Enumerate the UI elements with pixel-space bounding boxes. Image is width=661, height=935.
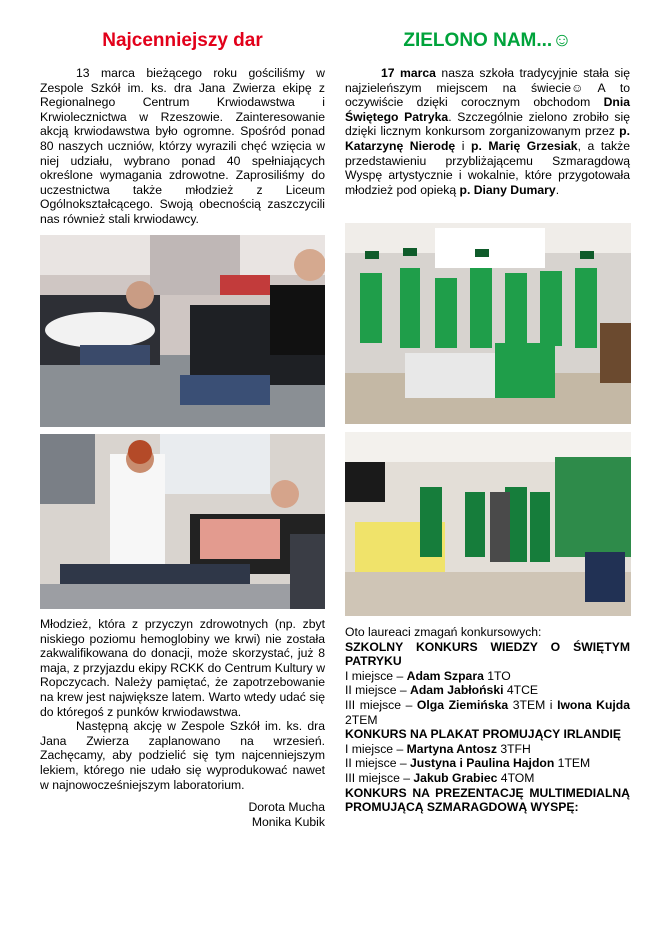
contest-1-place-2: II miejsce – Adam Jabłoński 4TCE xyxy=(345,683,539,698)
contest-2-place-2: II miejsce – Justyna i Paulina Hajdon 1TEM xyxy=(345,756,591,771)
contest-2-place-3: III miejsce – Jakub Grabiec 4TOM xyxy=(345,770,535,785)
blood-donation-photo-1 xyxy=(40,235,325,427)
contest-3-title: KONKURS NA PREZENTACJĘ MULTIMEDIALNĄ PROMUJĄCĄ SZMARAGDOWĄ WYSPĘ: xyxy=(345,785,630,815)
blood-donation-para-2: Młodzież, która z przyczyn zdrowotnych (np. zbyt niskiego poziomu hemoglobiny we krwi) nie została zakwalifikowana do donacji, może skorzystać, już 8 maja, z przyjazdu ekipy RCKK do Centrum Kultury w Ropczycach. Należy pamiętać, że zapotrzebowanie na krew jest największe latem. Warto wtedy udać się do któregoś z punków krwiodawstwa. xyxy=(40,617,325,719)
contest-1-title: SZKOLNY KONKURS WIEDZY O ŚWIĘTYM PATRYKU xyxy=(345,639,630,669)
right-intro xyxy=(345,66,630,197)
blood-donation-intro: 13 marca bieżącego roku gościliśmy w Zespole Szkół im. ks. dra Jana Zwierza ekipę z Regionalnego Centrum Krwiodawstwa i Krwiolecznictwa w Rzeszowie. Zainteresowanie akcją krwiodawstwa było ogromne. Spośród ponad 80 naszych uczniów, którzy wyrazili chęć wzięcia w niej udziału, wybrano ponad 40 spełniających określone wymagania zdrowotne. Zaprosiliśmy do uczestnictwa także młodzież z Liceum Ogólnokształcącego. Swoją obecnością zaszczycili nas również stali krwiodawcy. xyxy=(40,66,325,226)
right-column xyxy=(345,30,630,52)
left-intro xyxy=(40,66,325,227)
author-monika-kubik: Monika Kubik xyxy=(251,814,325,829)
contest-1-place-3: III miejsce – Olga Ziemińska 3TEM i Iwona Kujda 2TEM xyxy=(345,697,631,727)
blood-donation-para-3: Następną akcję w Zespole Szkół im. ks. dra Jana Zwierza zaplanowano na wrzesień. Zachęcamy, aby podzielić się tym najcenniejszym lekiem, którego nie udało się wyprodukować nawet w najnowocześniejszym laboratorium. xyxy=(40,719,325,792)
st-patrick-photo-1 xyxy=(345,223,631,424)
st-patrick-intro: 17 marca nasza szkoła tradycyjnie stała się najzieleńszym miejscem na świecie☺ A to oczywiście dzięki corocznym obchodom Dnia Świętego Patryka. Szczególnie zielono zrobiło się dzięki licznym konkursom zorganizowanym przez p. Katarzynę Nierodę i p. Marię Grzesiak, a także przedstawieniu przybliżającemu Szmaragdową Wyspę artystycznie i wokalnie, które przygotowała młodzież pod opieką p. Diany Dumary. xyxy=(345,66,631,197)
right-continued xyxy=(345,625,630,815)
left-continued xyxy=(40,617,325,829)
blood-donation-photo-2 xyxy=(40,434,325,609)
left-column xyxy=(40,30,325,52)
contest-2-place-1: I miejsce – Martyna Antosz 3TFH xyxy=(345,741,531,756)
st-patrick-photo-2 xyxy=(345,432,631,616)
article-title-green: ZIELONO NAM...☺ xyxy=(403,30,572,51)
article-title-blood-donation: Najcenniejszy dar xyxy=(102,30,263,51)
contest-1-place-1: I miejsce – Adam Szpara 1TO xyxy=(345,668,511,683)
author-dorota-mucha: Dorota Mucha xyxy=(248,800,325,815)
contest-2-title: KONKURS NA PLAKAT PROMUJĄCY IRLANDIĘ xyxy=(345,727,622,742)
winners-intro: Oto laureaci zmagań konkursowych: xyxy=(345,625,542,639)
